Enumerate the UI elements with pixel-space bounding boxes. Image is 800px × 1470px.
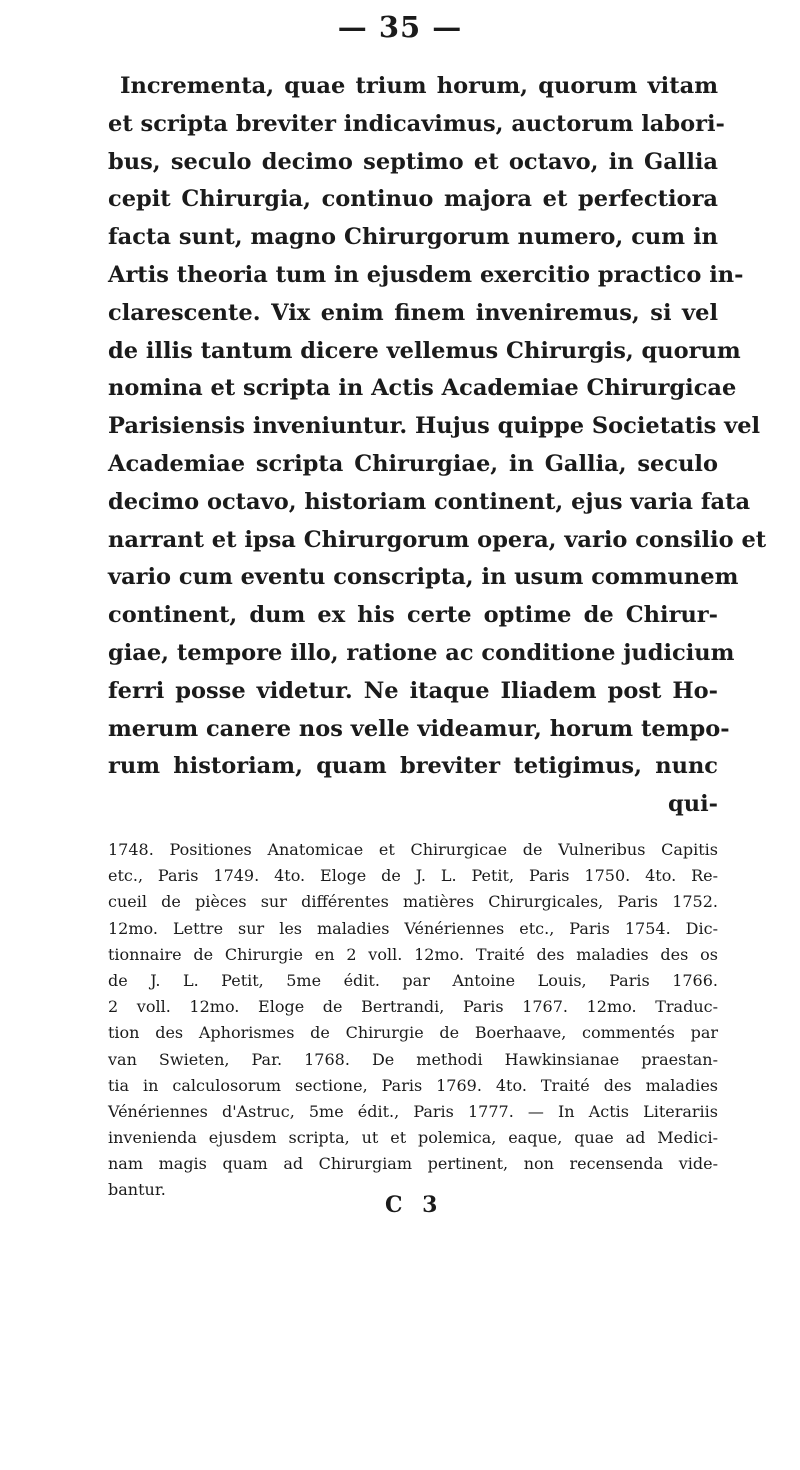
text-line: giae, tempore illo, ratione ac conditione judicium [108, 639, 735, 666]
footnote-line: 1748. Positiones Anatomicae et Chirurgicae de Vulneribus Capitis [108, 840, 718, 859]
text-line: cepit Chirurgia, continuo majora et perfectiora [108, 186, 718, 213]
footnote-line: nam magis quam ad Chirurgiam pertinent, non recensenda vide- [108, 1154, 718, 1174]
text-line: et scripta breviter indicavimus, auctorum labori- [108, 110, 725, 137]
footnote-line: tion des Aphorismes de Chirurgie de Boerhaave, commentés par [108, 1023, 718, 1043]
footnote-line: etc., Paris 1749. 4to. Eloge de J. L. Petit, Paris 1750. 4to. Re- [108, 866, 718, 886]
text-line: Academiae scripta Chirurgiae, in Gallia, seculo [108, 450, 718, 477]
text-line: facta sunt, magno Chirurgorum numero, cum in [108, 224, 718, 251]
catchword: qui- [668, 791, 718, 818]
text-line: continent, dum ex his certe optime de Chirur- [108, 602, 718, 629]
text-line: bus, seculo decimo septimo et octavo, in Gallia [108, 148, 718, 175]
footnote-line: de J. L. Petit, 5me édit. par Antoine Louis, Paris 1766. [108, 970, 718, 990]
footnote-line: invenienda ejusdem scripta, ut et polemica, eaque, quae ad Medici- [108, 1128, 718, 1148]
text-line: merum canere nos velle videamur, horum tempo- [108, 715, 730, 742]
footnote-line: tia in calculosorum sectione, Paris 1769. 4to. Traité des maladies [108, 1075, 718, 1095]
text-line: narrant et ipsa Chirurgorum opera, vario consilio et [108, 526, 767, 553]
text-line: nomina et scripta in Actis Academiae Chirurgicae [108, 375, 737, 402]
footnote-line: van Swieten, Par. 1768. De methodi Hawkinsianae praestan- [108, 1049, 718, 1069]
text-line: Artis theoria tum in ejusdem exercitio practico in- [108, 261, 744, 288]
signature-mark: C 3 [385, 1192, 444, 1218]
text-line: rum historiam, quam breviter tetigimus, nunc [108, 753, 718, 780]
footnote-block [108, 837, 718, 1204]
text-line: clarescente. Vix enim finem inveniremus, si vel [108, 299, 718, 326]
footnote-line: Vénériennes d'Astruc, 5me édit., Paris 1777. — In Actis Literariis [108, 1101, 718, 1121]
text-line: de illis tantum dicere vellemus Chirurgis, quorum [108, 337, 741, 364]
main-text-block [108, 68, 767, 824]
footnote-line: bantur. [108, 1180, 166, 1200]
footnote-line: tionnaire de Chirurgie en 2 voll. 12mo. Traité des maladies des os [108, 944, 718, 964]
page-number: — 35 — [337, 10, 463, 44]
text-line: Incrementa, quae trium horum, quorum vitam [120, 73, 718, 99]
text-line: decimo octavo, historiam continent, ejus varia fata [108, 488, 751, 515]
text-line: Parisiensis inveniuntur. Hujus quippe Societatis vel [108, 413, 761, 440]
text-line: ferri posse videtur. Ne itaque Iliadem post Ho- [108, 677, 718, 704]
footnote-line: 2 voll. 12mo. Eloge de Bertrandi, Paris 1767. 12mo. Traduc- [108, 997, 718, 1017]
text-line: vario cum eventu conscripta, in usum communem [108, 564, 739, 591]
footnote-line: 12mo. Lettre sur les maladies Vénériennes etc., Paris 1754. Dic- [108, 918, 718, 938]
footnote-line: cueil de pièces sur différentes matières Chirurgicales, Paris 1752. [108, 892, 718, 912]
